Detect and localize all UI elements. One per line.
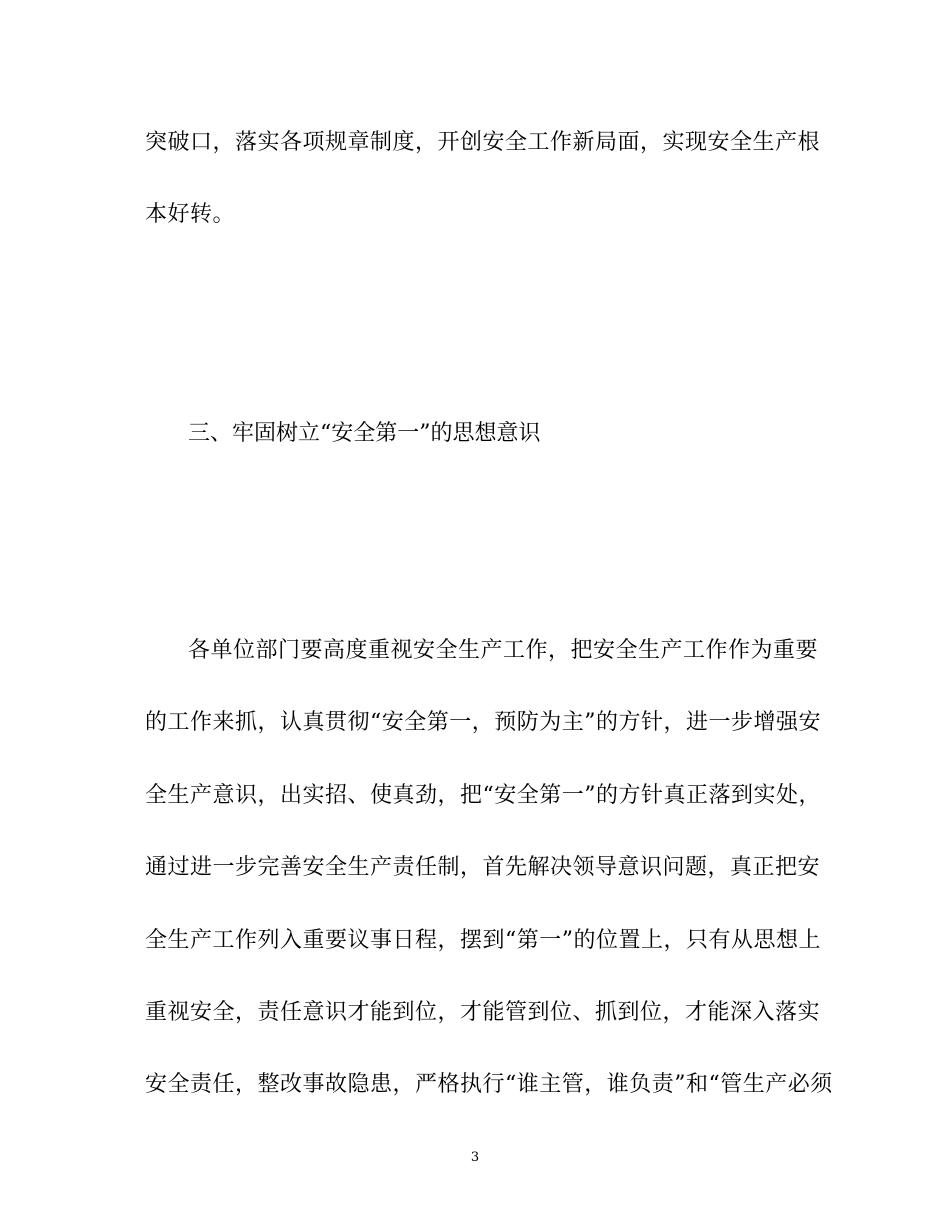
continuation-line-2: 本好转。 (145, 202, 236, 227)
paragraph-line-2: 的工作来抓，认真贯彻“安全第一，预防为主”的方针，进一步增强安 (145, 710, 821, 735)
paragraph-line-5: 全生产工作列入重要议事日程，摆到“第一”的位置上，只有从思想上 (145, 928, 821, 953)
paragraph-line-7: 安全责任，整改事故隐患，严格执行“谁主管，谁负责”和“管生产必须 (145, 1072, 833, 1097)
paragraph-line-1: 各单位部门要高度重视安全生产工作，把安全生产工作作为重要 (188, 638, 819, 663)
paragraph-line-3: 全生产意识，出实招、使真劲，把“安全第一”的方针真正落到实处， (145, 783, 821, 808)
continuation-line-1: 突破口，落实各项规章制度，开创安全工作新局面，实现安全生产根 (145, 130, 821, 155)
page-number: 3 (470, 1150, 480, 1165)
paragraph-line-6: 重视安全，责任意识才能到位，才能管到位、抓到位，才能深入落实 (145, 1000, 821, 1025)
section-heading: 三、牢固树立“安全第一”的思想意识 (188, 421, 541, 446)
paragraph-line-4: 通过进一步完善安全生产责任制，首先解决领导意识问题，真正把安 (145, 855, 821, 880)
